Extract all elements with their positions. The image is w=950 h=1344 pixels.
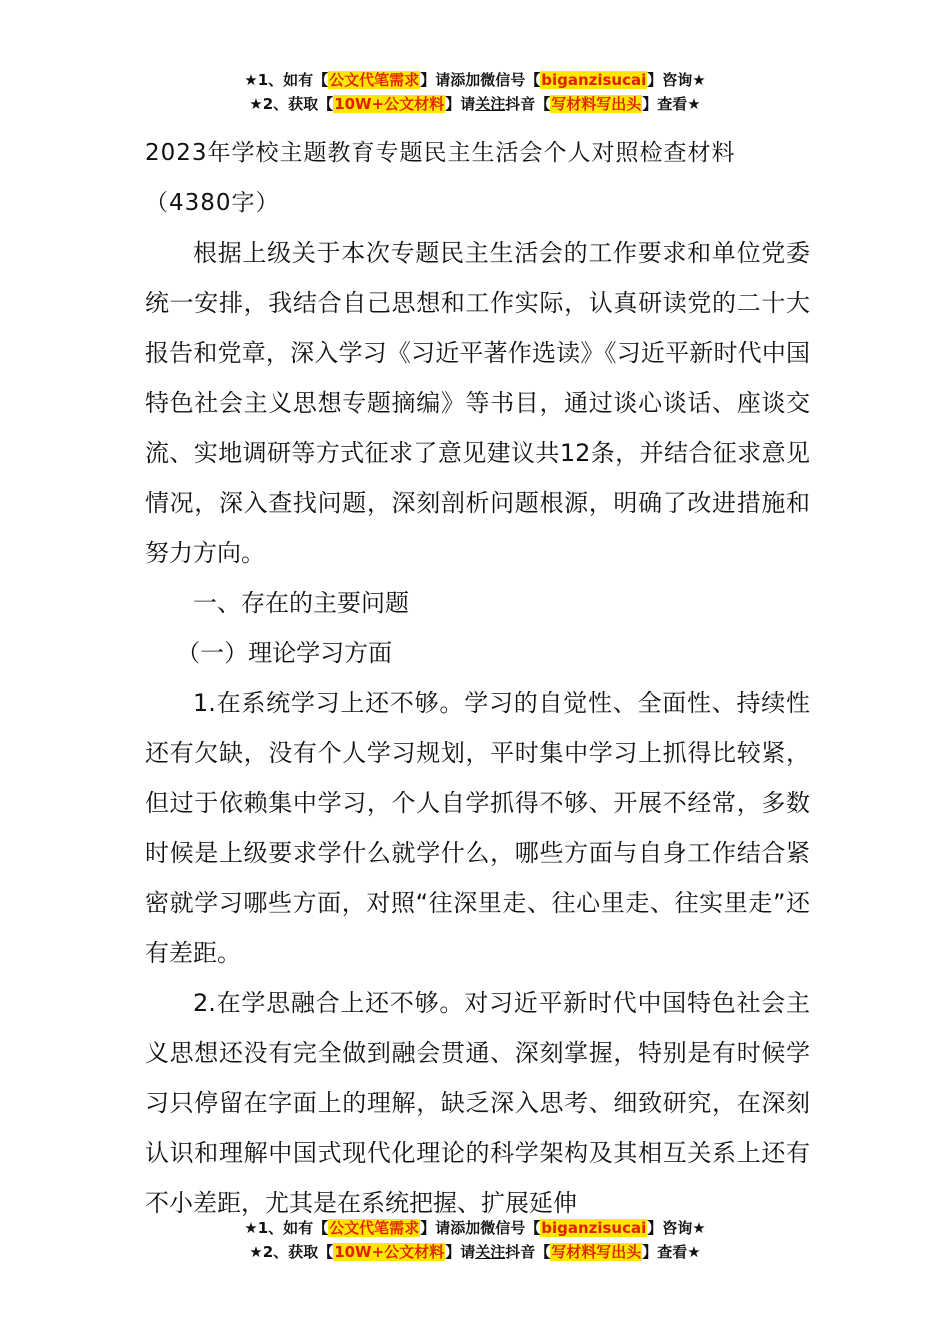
promo-emphasis-follow: 关注 [475, 95, 506, 113]
document-title: 2023年学校主题教育专题民主生活会个人对照检查材料（4380字） [145, 140, 736, 216]
section-heading-1: 一、存在的主要问题 [193, 589, 409, 617]
promo-emphasis-follow: 关注 [475, 1243, 506, 1261]
promo-highlight-wechat-id: biganzisucai [541, 1219, 647, 1237]
point-paragraph-1: 1.在系统学习上还不够。学习的自觉性、全面性、持续性还有欠缺，没有个人学习规划，平时集中学习上抓得比较紧，但过于依赖集中学习，个人自学抓得不够、开展不经常，多数时候是上级要求学什么就学什么，哪些方面与自身工作结合紧密就学习哪些方面，对照“往深里走、往心里走、往实里走”还有差距。 [145, 689, 810, 967]
promo-highlight-douyin: 写材料写出头 [551, 95, 642, 113]
promo-highlight-douyin: 写材料写出头 [551, 1243, 642, 1261]
top-promo-banner [0, 68, 950, 116]
intro-paragraph: 根据上级关于本次专题民主生活会的工作要求和单位党委统一安排，我结合自己思想和工作实际，认真研读党的二十大报告和党章，深入学习《习近平著作选读》《习近平新时代中国特色社会主义思想专题摘编》等书目，通过谈心谈话、座谈交流、实地调研等方式征求了意见建议共12条，并结合征求意见情况，深入查找问题，深刻剖析问题根源，明确了改进措施和努力方向。 [145, 239, 810, 567]
promo-highlight-materials: 10W+公文材料 [334, 1243, 445, 1261]
promo-line-1: ★1、如有【公文代笔需求】请添加微信号【biganzisucai】咨询★ [244, 71, 706, 89]
promo-highlight-service: 公文代笔需求 [329, 1219, 420, 1237]
bottom-promo-banner [0, 1216, 950, 1264]
point-paragraph-2: 2.在学思融合上还不够。对习近平新时代中国特色社会主义思想还没有完全做到融会贯通、深刻掌握，特别是有时候学习只停留在字面上的理解，缺乏深入思考、细致研究，在深刻认识和理解中国式现代化理论的科学架构及其相互关系上还有不小差距，尤其是在系统把握、扩展延伸 [145, 989, 810, 1217]
promo-highlight-materials: 10W+公文材料 [334, 95, 445, 113]
promo-highlight-service: 公文代笔需求 [329, 71, 420, 89]
promo-highlight-wechat-id: biganzisucai [541, 71, 647, 89]
subsection-heading-1: （一）理论学习方面 [176, 639, 393, 667]
promo-line-1: ★1、如有【公文代笔需求】请添加微信号【biganzisucai】咨询★ [244, 1219, 706, 1237]
promo-line-2: ★2、获取【10W+公文材料】请关注抖音【写材料写出头】查看★ [249, 95, 701, 113]
document-body [145, 128, 810, 1228]
promo-line-2: ★2、获取【10W+公文材料】请关注抖音【写材料写出头】查看★ [249, 1243, 701, 1261]
